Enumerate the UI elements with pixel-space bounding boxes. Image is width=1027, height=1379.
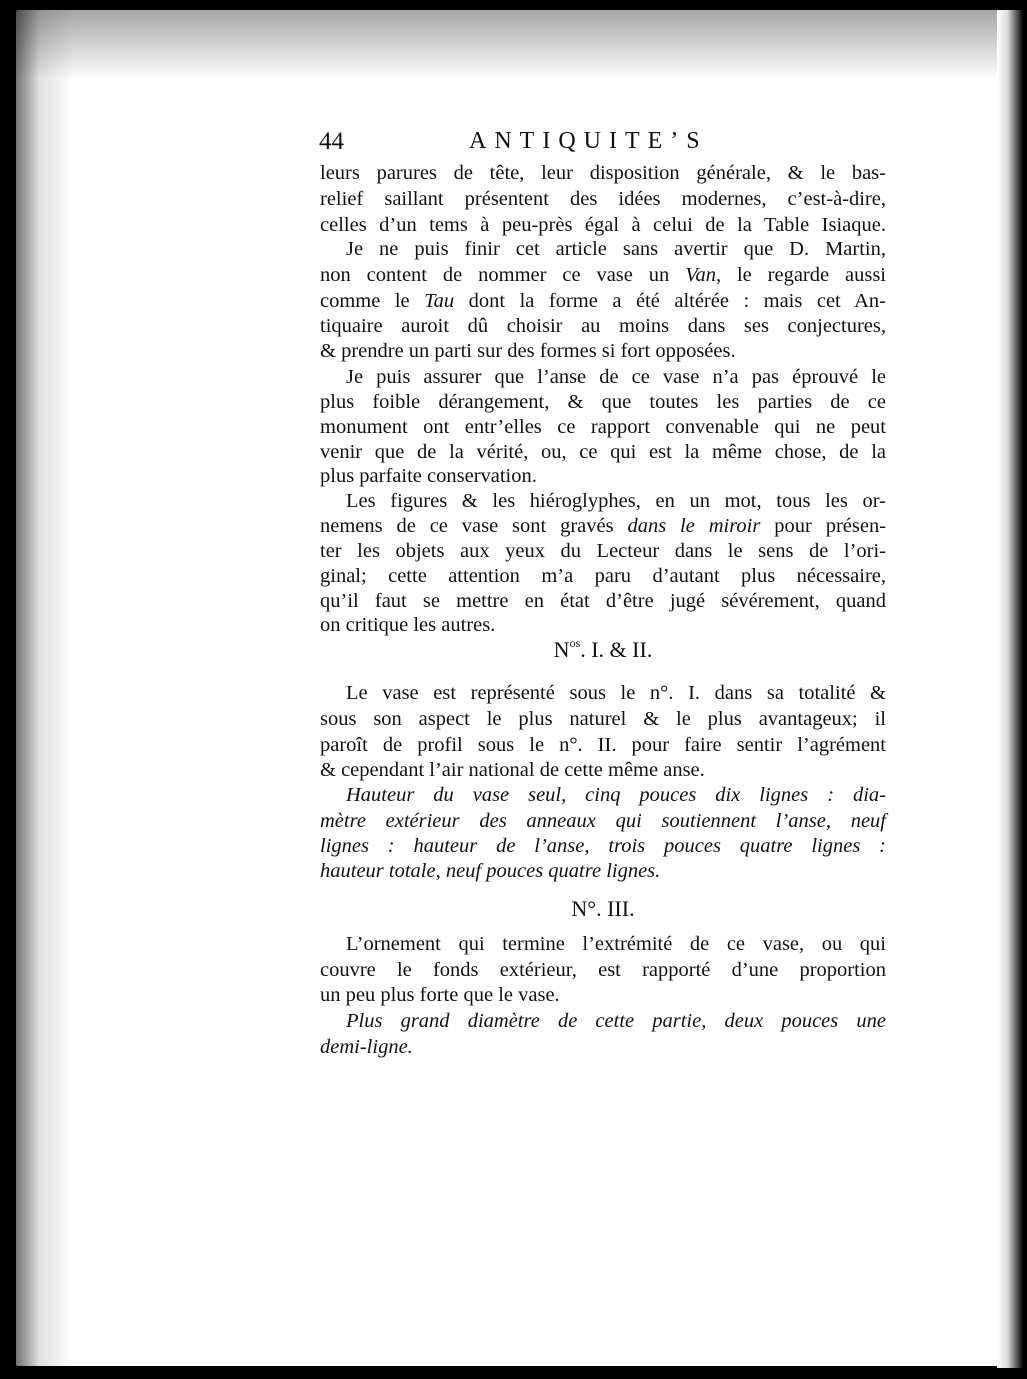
text-line: & prendre un parti sur des formes si fort opposées. (320, 340, 736, 362)
text-line: plus parfaite conservation. (320, 465, 537, 487)
text-line: celles d’un tems à peu-près égal à celui de la Table Isiaque. (320, 214, 886, 236)
text-line: ter les objets aux yeux du Lecteur dans le sens de l’ori- (320, 540, 886, 562)
page-number: 44 (319, 128, 344, 155)
text-line: Je ne puis finir cet article sans avertir que D. Martin, (346, 238, 886, 260)
text-line: venir que de la vérité, ou, ce qui est la même chose, de la (320, 441, 886, 463)
text-line: relief saillant présentent des idées modernes, c’est-à-dire, (320, 188, 886, 210)
text-line: L’ornement qui termine l’extrémité de ce vase, ou qui (346, 933, 886, 955)
text-line: qu’il faut se mettre en état d’être jugé sévérement, quand (320, 590, 886, 612)
text-line: non content de nommer ce vase un Van, le regarde aussi (320, 264, 887, 286)
text-line: plus foible dérangement, & que toutes les parties de ce (320, 391, 886, 413)
page-edge (997, 10, 1023, 1368)
text-line: ginal; cette attention m’a paru d’autant plus nécessaire, (320, 565, 886, 587)
text-line: monument ont entr’elles ce rapport convenable qui ne peut (320, 416, 886, 438)
text-line: mètre extérieur des anneaux qui soutiennent l’anse, neuf (320, 810, 886, 832)
text-line: on critique les autres. (320, 614, 496, 636)
text-line: un peu plus forte que le vase. (320, 984, 560, 1006)
text-line: Plus grand diamètre de cette partie, deux pouces une (346, 1010, 886, 1032)
page-header (319, 128, 889, 158)
text-line: nemens de ce vase sont gravés dans le miroir pour présen- (320, 515, 887, 537)
text-line: Hauteur du vase seul, cinq pouces dix lignes : dia- (346, 784, 886, 806)
running-title: ANTIQUITE’S (469, 128, 708, 154)
text-line: & cependant l’air national de cette même anse. (320, 759, 705, 781)
text-line: Les figures & les hiéroglyphes, en un mot, tous les or- (346, 490, 886, 512)
text-line: Je puis assurer que l’anse de ce vase n’a pas éprouvé le (346, 366, 886, 388)
text-line: comme le Tau dont la forme a été altérée : mais cet An- (320, 290, 886, 312)
section-heading: $N^{os}$. I. & II. (553, 636, 653, 662)
text-line: tiquaire auroit dû choisir au moins dans ses conjectures, (320, 315, 886, 337)
text-line: sous son aspect le plus naturel & le plus avantageux; il (320, 708, 886, 730)
section-heading: N°. III. (571, 896, 635, 921)
text-line: demi-ligne. (320, 1036, 413, 1058)
text-line: couvre le fonds extérieur, est rapporté d’une proportion (320, 959, 886, 981)
text-line: Le vase est représenté sous le n°. I. dans sa totalité & (346, 682, 886, 704)
text-line: leurs parures de tête, leur disposition générale, & le bas- (320, 162, 886, 184)
text-line: lignes : hauteur de l’anse, trois pouces quatre lignes : (320, 835, 886, 857)
text-line: paroît de profil sous le n°. II. pour faire sentir l’agrément (320, 734, 886, 756)
text-line: hauteur totale, neuf pouces quatre lignes. (320, 860, 661, 882)
